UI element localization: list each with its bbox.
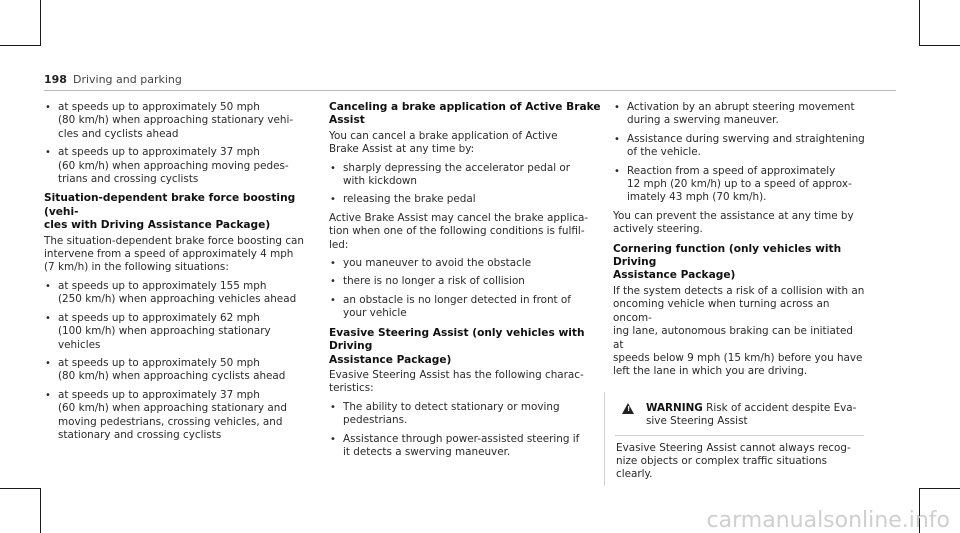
crop-mark	[919, 0, 920, 46]
text-line: Canceling a brake application of Active Brake	[329, 101, 601, 113]
paragraph	[329, 369, 607, 396]
list-item	[44, 146, 322, 186]
list-item	[613, 101, 865, 128]
text-line: at speeds up to approximately 50 mph	[58, 101, 260, 113]
paragraph	[329, 130, 607, 157]
text-line: Assistance during swerving and straightening	[627, 132, 865, 145]
list-item	[44, 312, 322, 352]
column-3	[613, 101, 865, 486]
text-line: (80 km/h) when approaching cyclists ahead	[58, 370, 286, 383]
list-item	[329, 257, 607, 270]
paragraph	[44, 235, 322, 275]
warning-label: WARNING	[646, 401, 703, 414]
text-line: (60 km/h) when approaching moving pedes-	[58, 159, 289, 172]
text-line: (100 km/h) when approaching stationary	[58, 325, 271, 338]
text-line: 12 mph (20 km/h) up to a speed of approx-	[627, 178, 852, 191]
text-line: vehicles	[58, 338, 101, 351]
text-line: Cornering function (only vehicles with Driving	[613, 242, 842, 269]
paragraph	[613, 285, 865, 379]
list-item	[329, 193, 607, 206]
text-line: The situation-dependent brake force boosting can	[44, 234, 304, 247]
warning-title-line: sive Steering Assist	[646, 415, 748, 428]
text-line: Evasive Steering Assist has the following charac-	[329, 368, 584, 381]
text-line: speeds below 9 mph (15 km/h) before you have	[613, 351, 863, 364]
text-line: cles and cyclists ahead	[58, 127, 179, 140]
warning-divider	[615, 435, 864, 436]
warning-triangle-icon: !	[622, 403, 634, 414]
text-line: The ability to detect stationary or moving	[343, 400, 560, 413]
list-item	[329, 294, 607, 321]
warning-body-line: clearly.	[616, 468, 653, 481]
text-line: an obstacle is no longer detected in front of	[343, 293, 571, 306]
text-line: Assist	[329, 114, 365, 127]
text-line: stationary and crossing cyclists	[58, 428, 222, 441]
text-line: at speeds up to approximately 37 mph	[58, 388, 260, 401]
column-2	[329, 101, 607, 459]
text-line: your vehicle	[343, 307, 407, 320]
text-line: You can prevent the assistance at any time by	[613, 209, 854, 222]
text-line: at speeds up to approximately 62 mph	[58, 311, 260, 324]
section-title: Driving and parking	[72, 73, 182, 86]
page-header	[44, 73, 896, 91]
list-item	[329, 401, 607, 428]
section-heading	[329, 327, 607, 367]
text-line: Assistance through power-assisted steering if	[343, 432, 580, 445]
paragraph	[329, 212, 607, 252]
list-item	[44, 389, 322, 443]
page-number: 198	[44, 73, 67, 86]
warning-box	[604, 392, 863, 486]
column-3-content	[613, 101, 865, 379]
crop-mark	[920, 488, 960, 489]
column-1	[44, 101, 322, 442]
text-line: Active Brake Assist may cancel the brake applica-	[329, 211, 589, 224]
section-heading	[329, 101, 607, 128]
text-line: at speeds up to approximately 50 mph	[58, 356, 260, 369]
text-line: You can cancel a brake application of Active	[329, 129, 558, 142]
paragraph	[613, 210, 865, 237]
text-line: trians and crossing cyclists	[58, 173, 199, 186]
text-line: If the system detects a risk of a collision with an	[613, 284, 865, 297]
crop-mark	[0, 45, 40, 46]
text-line: at speeds up to approximately 37 mph	[58, 146, 260, 159]
warning-body-line: Evasive Steering Assist cannot always recog-	[616, 441, 851, 454]
text-line: cles with Driving Assistance Package)	[44, 219, 271, 232]
crop-mark	[920, 45, 960, 46]
warning-title-line: Risk of accident despite Eva-	[706, 401, 857, 414]
text-line: Evasive Steering Assist (only vehicles with Driving	[329, 326, 585, 353]
text-line: (60 km/h) when approaching stationary and	[58, 402, 287, 415]
text-line: Reaction from a speed of approximately	[627, 164, 836, 177]
list-item	[329, 162, 607, 189]
list-item	[613, 133, 865, 160]
text-line: Situation-dependent brake force boosting (vehi-	[44, 192, 296, 218]
text-line: of the vehicle.	[627, 146, 701, 159]
text-line: oncoming vehicle when turning across an oncom-	[613, 298, 830, 324]
list-item	[44, 280, 322, 307]
list-item	[613, 165, 865, 205]
text-line: left the lane in which you are driving.	[613, 365, 808, 378]
watermark: carmanualsonline.info	[706, 507, 950, 533]
list-item	[44, 357, 322, 384]
crop-mark	[40, 0, 41, 46]
text-line: releasing the brake pedal	[343, 193, 476, 206]
list-item	[329, 275, 607, 288]
text-line: Activation by an abrupt steering movement	[627, 101, 855, 113]
text-line: Assistance Package)	[329, 353, 452, 366]
section-heading	[44, 192, 322, 232]
text-line: it detects a swerving maneuver.	[343, 445, 511, 458]
text-line: imately 43 mph (70 km/h).	[627, 191, 767, 204]
text-line: there is no longer a risk of collision	[343, 275, 525, 288]
crop-mark	[0, 488, 40, 489]
text-line: tion when one of the following conditions is fulfil-	[329, 225, 585, 238]
crop-mark	[40, 488, 41, 533]
text-line: intervene from a speed of approximately 4 mph	[44, 248, 294, 261]
text-line: (250 km/h) when approaching vehicles ahead	[58, 293, 297, 306]
list-item	[44, 101, 322, 141]
text-line: at speeds up to approximately 155 mph	[58, 279, 267, 292]
text-line: led:	[329, 238, 349, 251]
section-heading	[613, 243, 865, 283]
list-item	[329, 433, 607, 460]
text-line: during a swerving maneuver.	[627, 114, 779, 127]
text-line: ing lane, autonomous braking can be initiated at	[613, 325, 853, 351]
text-line: (7 km/h) in the following situations:	[44, 261, 229, 274]
text-line: (80 km/h) when approaching stationary vehi-	[58, 114, 294, 127]
text-line: Assistance Package)	[613, 269, 736, 282]
warning-body-line: nize objects or complex traffic situations	[616, 454, 828, 467]
text-line: you maneuver to avoid the obstacle	[343, 257, 532, 270]
text-line: actively steering.	[613, 223, 703, 236]
text-line: Brake Assist at any time by:	[329, 143, 475, 156]
text-line: teristics:	[329, 382, 374, 395]
warning-header	[615, 402, 863, 429]
text-line: moving pedestrians, crossing vehicles, and	[58, 415, 283, 428]
text-line: with kickdown	[343, 175, 418, 188]
text-line: sharply depressing the accelerator pedal or	[343, 161, 571, 174]
warning-body	[615, 442, 863, 482]
text-line: pedestrians.	[343, 414, 408, 427]
